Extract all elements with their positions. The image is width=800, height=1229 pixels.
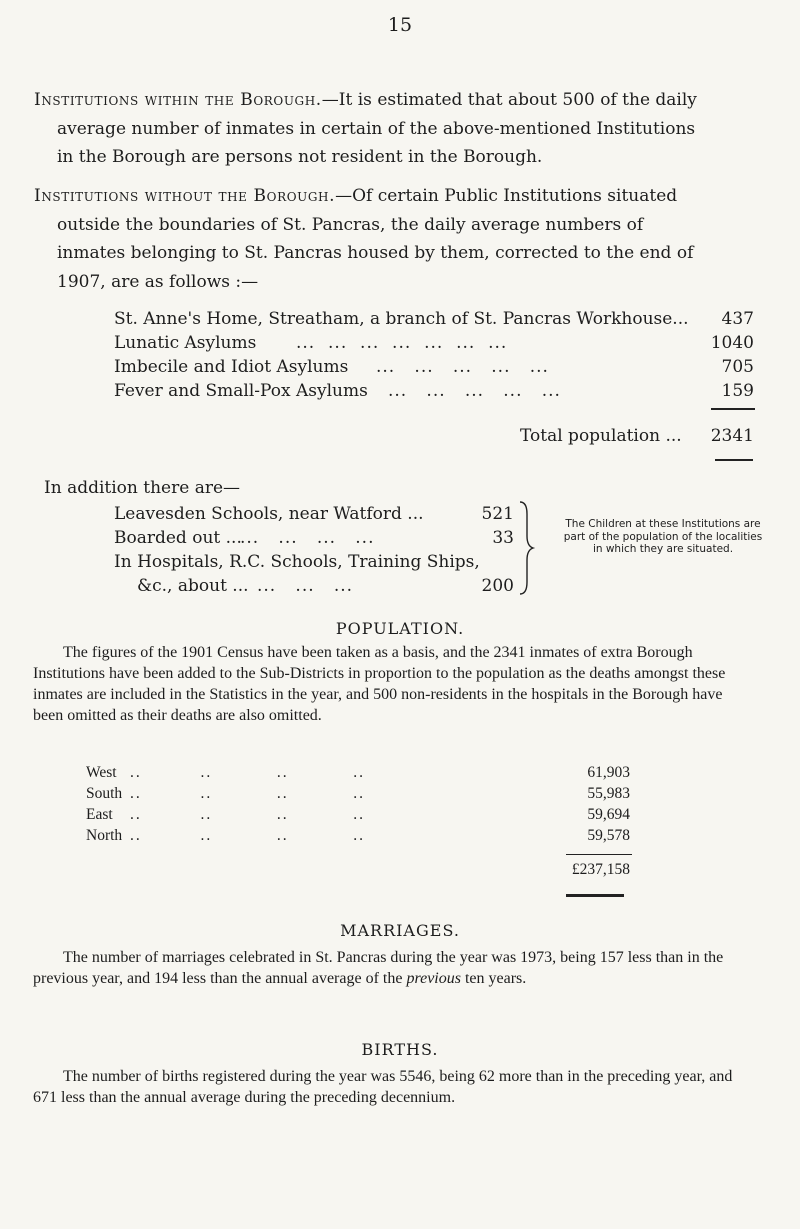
total-label: Total population ... bbox=[520, 426, 682, 446]
institution-value: 437 bbox=[721, 309, 754, 329]
population-rule bbox=[566, 854, 632, 855]
addition-value: 521 bbox=[481, 504, 514, 524]
marriages-italic: previous bbox=[406, 970, 461, 987]
marriages-text-after: ten years. bbox=[460, 970, 527, 987]
addition-label: In Hospitals, R.C. Schools, Training Ships, bbox=[114, 552, 480, 572]
total-value: 2341 bbox=[710, 426, 754, 446]
institutions-within-heading: Institutions within the Borough. bbox=[34, 90, 322, 110]
institution-row bbox=[114, 379, 754, 403]
addition-value: 200 bbox=[481, 576, 514, 596]
institutions-within-paragraph bbox=[34, 86, 697, 172]
leader-dots: ... ... ... ... ... bbox=[388, 381, 561, 401]
institutions-within-text: —It is estimated that about 500 of the daily average number of inmates in certain of the above-mentioned Institutions in the Borough are persons not resident in the Borough. bbox=[57, 90, 697, 167]
district-value: 55,983 bbox=[587, 785, 630, 802]
district-row bbox=[86, 784, 630, 804]
total-rule bbox=[711, 408, 755, 410]
institution-row bbox=[114, 331, 754, 355]
population-total: £237,158 bbox=[571, 861, 630, 878]
population-text: The figures of the 1901 Census have been taken as a basis, and the 2341 inmates of extra Borough Institutions have been added to the Sub-Districts in proportion to the population as the deaths amongst these inmates are included in the Statistics in the year, and 500 non-residents in the hospitals in the Borough have been omitted as their deaths are also omitted. bbox=[33, 644, 726, 724]
brace-note: The Children at these Institutions are part of the population of the localities in which they are situated. bbox=[563, 518, 763, 555]
addition-intro: In addition there are— bbox=[44, 478, 241, 498]
district-value: 59,694 bbox=[587, 806, 630, 823]
population-double-rule bbox=[566, 894, 624, 897]
leader-dots: .. .. .. .. bbox=[130, 764, 365, 781]
district-value: 61,903 bbox=[587, 764, 630, 781]
curly-brace bbox=[516, 500, 536, 596]
institution-label: St. Anne's Home, Streatham, a branch of St. Pancras Workhouse... bbox=[114, 309, 689, 329]
leader-dots: ... ... ... ... ... ... ... bbox=[296, 333, 508, 353]
district-row bbox=[86, 805, 630, 825]
page-number: 15 bbox=[387, 14, 413, 36]
births-paragraph bbox=[33, 1066, 755, 1108]
institution-value: 705 bbox=[721, 357, 754, 377]
institution-row bbox=[114, 355, 754, 379]
leader-dots: .. .. .. .. bbox=[130, 785, 365, 802]
district-label: East bbox=[86, 806, 113, 823]
addition-value: 33 bbox=[492, 528, 514, 548]
addition-row bbox=[137, 574, 514, 598]
addition-label: Leavesden Schools, near Watford ... bbox=[114, 504, 424, 524]
addition-label: &c., about ... bbox=[137, 576, 249, 596]
institutions-without-heading: Institutions without the Borough. bbox=[34, 186, 336, 206]
leader-dots: .. .. .. .. bbox=[130, 827, 365, 844]
addition-row bbox=[114, 526, 514, 550]
district-label: North bbox=[86, 827, 123, 844]
institution-value: 159 bbox=[721, 381, 754, 401]
district-row bbox=[86, 826, 630, 846]
leader-dots: .. .. .. .. bbox=[130, 806, 365, 823]
institution-label: Imbecile and Idiot Asylums bbox=[114, 357, 349, 377]
institutions-without-paragraph bbox=[34, 182, 697, 296]
institutions-without-text: —Of certain Public Institutions situated outside the boundaries of St. Pancras, the daily average numbers of inmates belonging to St. Pancras housed by them, corrected to the end of 1907, are as follows :— bbox=[57, 186, 694, 292]
births-heading: BIRTHS. bbox=[361, 1040, 439, 1059]
institution-value: 1040 bbox=[710, 333, 754, 353]
district-row bbox=[86, 763, 630, 783]
institution-label: Lunatic Asylums bbox=[114, 333, 257, 353]
leader-dots: ... ... ... ... ... bbox=[376, 357, 549, 377]
addition-row bbox=[114, 502, 514, 526]
population-paragraph bbox=[33, 642, 755, 726]
addition-row bbox=[114, 550, 514, 574]
district-label: West bbox=[86, 764, 117, 781]
institution-label: Fever and Small-Pox Asylums bbox=[114, 381, 368, 401]
marriages-paragraph bbox=[33, 947, 755, 989]
leader-dots: ... ... ... ... bbox=[240, 528, 375, 548]
district-value: 59,578 bbox=[587, 827, 630, 844]
population-heading: POPULATION. bbox=[335, 619, 465, 638]
double-rule bbox=[715, 459, 753, 465]
addition-label: Boarded out ... bbox=[114, 528, 242, 548]
marriages-heading: MARRIAGES. bbox=[340, 921, 460, 940]
births-text: The number of births registered during the year was 5546, being 62 more than in the preceding year, and 671 less than the annual average during the preceding decennium. bbox=[33, 1068, 733, 1106]
marriages-text-before: The number of marriages celebrated in St. Pancras during the year was 1973, being 157 less than in the previous year, and 194 less than the annual average of the bbox=[33, 949, 724, 987]
district-label: South bbox=[86, 785, 123, 802]
institution-row bbox=[114, 307, 754, 331]
leader-dots: ... ... ... bbox=[257, 576, 354, 596]
